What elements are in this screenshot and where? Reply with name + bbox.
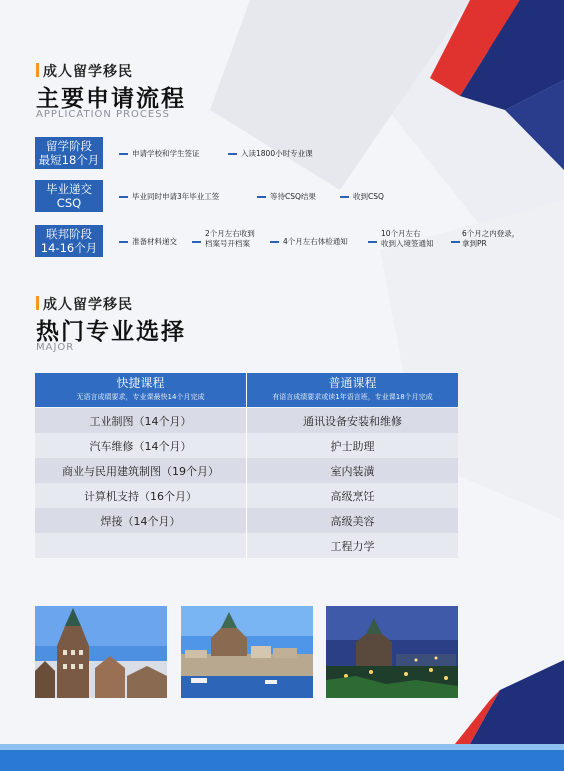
- stage-box-federal: [35, 225, 103, 257]
- table-row: [35, 458, 458, 483]
- header-subtitle: 有语言成绩要求或读1年语言班，专业课18个月完成: [272, 393, 433, 401]
- arrow-dash: [228, 153, 237, 155]
- step-line2: 档案号开档案: [205, 239, 250, 248]
- arrow-dash: [257, 196, 266, 198]
- arrow-dash: [340, 196, 349, 198]
- table-cell: 通讯设备安装和维修: [303, 414, 402, 428]
- process-step: [205, 229, 255, 249]
- process-step: 毕业同时申请3年毕业工签: [132, 192, 220, 201]
- table-cell: 焊接（14个月）: [35, 508, 247, 533]
- step-line2: 拿到PR: [462, 239, 487, 248]
- arrow-dash: [192, 241, 201, 243]
- process-step: 等待CSQ结果: [270, 192, 316, 201]
- section1-small-title: 成人留学移民: [43, 64, 133, 80]
- table-cell: 高级烹饪: [330, 489, 375, 503]
- majors-table: [35, 373, 458, 558]
- process-step: [381, 229, 434, 249]
- table-cell: 护士助理: [330, 439, 375, 453]
- bottom-decoration: [0, 744, 564, 771]
- section1-accent-bar: [36, 63, 39, 77]
- step-line1: 2个月左右收到: [205, 229, 255, 238]
- arrow-dash: [368, 241, 377, 243]
- table-cell: 汽车维修（14个月）: [35, 433, 247, 458]
- step-line2: 收到入境签通知: [381, 239, 434, 248]
- table-cell: 室内装潢: [330, 464, 375, 478]
- header-title: 快捷课程: [116, 376, 165, 390]
- header-subtitle: 无语言成绩要求，专业课最快14个月完成: [76, 393, 205, 401]
- process-step: 申请学校和学生签证: [132, 149, 200, 158]
- table-row: [35, 433, 458, 458]
- table-row: [35, 483, 458, 508]
- table-cell: 工程力学: [330, 539, 375, 553]
- stage-line2: 最短18个月: [38, 153, 100, 167]
- arrow-dash: [451, 241, 460, 243]
- process-step: [462, 229, 519, 249]
- stage-line1: 联邦阶段: [46, 227, 92, 241]
- arrow-dash: [119, 196, 128, 198]
- process-step: 4个月左右体检通知: [283, 237, 348, 246]
- step-line1: 6个月之内登录，: [462, 229, 520, 238]
- quebec-waterfront-photo: [181, 606, 313, 698]
- table-row: [35, 533, 458, 558]
- process-step: 入读1800小时专业课: [241, 149, 313, 158]
- section2-big-title: 热门专业选择: [36, 319, 186, 345]
- header-title: 普通课程: [328, 376, 377, 390]
- process-step: 准备材料递交: [132, 237, 177, 246]
- section2-small-title: 成人留学移民: [43, 297, 133, 313]
- section2-accent-bar: [36, 296, 39, 310]
- table-header-fast: [35, 373, 247, 407]
- stage-line2: 14-16个月: [40, 241, 98, 255]
- process-step: 收到CSQ: [353, 192, 384, 201]
- table-header-row: [35, 373, 458, 407]
- arrow-dash: [270, 241, 279, 243]
- stage-box-graduation: [35, 180, 103, 212]
- table-row: [35, 508, 458, 533]
- section1-big-title: 主要申请流程: [36, 86, 186, 112]
- chateau-frontenac-photo: [35, 606, 167, 698]
- arrow-dash: [119, 241, 128, 243]
- quebec-night-photo: [326, 606, 458, 698]
- stage-box-study: [35, 137, 103, 169]
- table-row: [35, 408, 458, 433]
- table-cell: 计算机支持（16个月）: [35, 483, 247, 508]
- arrow-dash: [119, 153, 128, 155]
- table-cell: [35, 533, 247, 558]
- section2-en-title: MAJOR: [36, 342, 75, 353]
- stage-line1: 毕业递交: [46, 182, 92, 196]
- table-cell: 高级美容: [330, 514, 375, 528]
- stage-line1: 留学阶段: [46, 139, 92, 153]
- table-header-normal: [247, 373, 458, 407]
- stage-line2: CSQ: [56, 196, 82, 210]
- table-cell: 商业与民用建筑制图（19个月）: [35, 458, 247, 483]
- section1-en-title: APPLICATION PROCESS: [36, 109, 170, 120]
- step-line1: 10个月左右: [381, 229, 421, 238]
- table-cell: 工业制图（14个月）: [35, 408, 247, 433]
